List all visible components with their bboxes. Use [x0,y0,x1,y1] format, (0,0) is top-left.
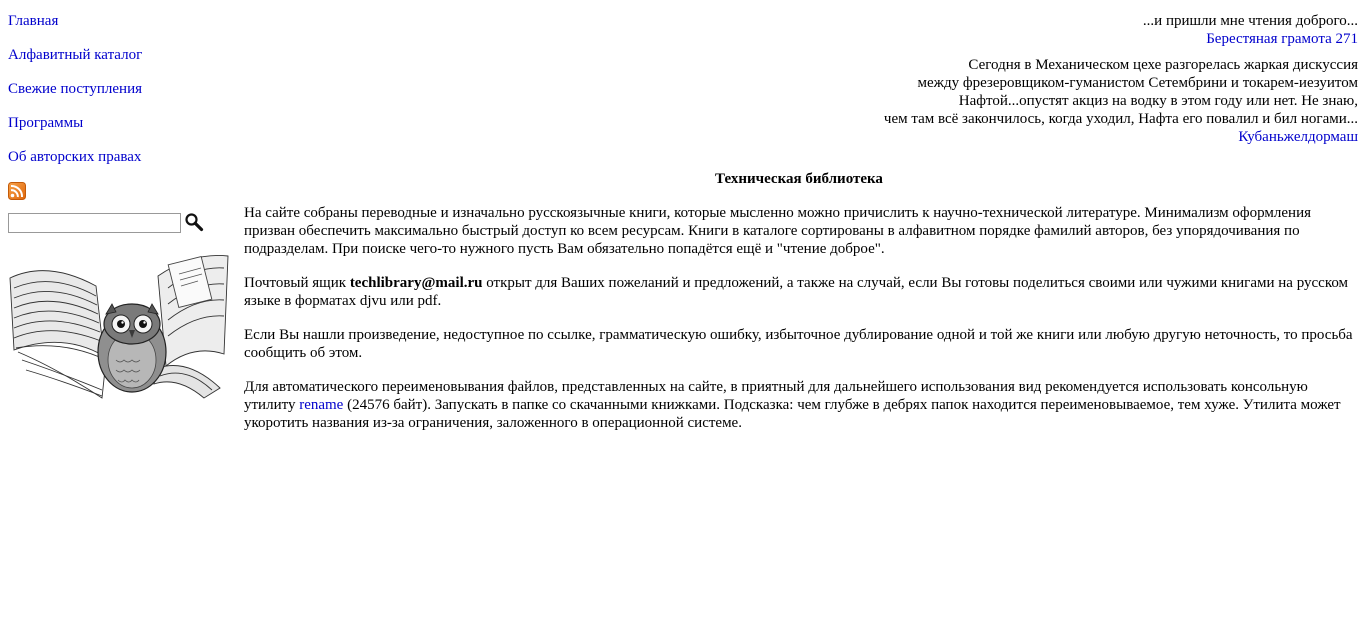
contact-text-before: Почтовый ящик [244,275,350,291]
contact-paragraph [244,274,1354,310]
contact-text-after: открыт для Ваших пожеланий и предложений, а также на случай, если Вы готовы поделиться своими или чужими книгами на русском языке в форматах djvu или pdf. [244,275,1349,309]
errors-paragraph: Если Вы нашли произведение, недоступное по ссылке, грамматическую ошибку, избыточное дублирование одной и той же книги или любую другую неточность, то просьба сообщить об этом. [244,327,1353,361]
nav-link-new-arrivals[interactable]: Свежие поступления [8,81,142,97]
magnifier-icon [184,212,204,232]
quotes-panel [884,12,1358,154]
quote-1 [884,12,1358,48]
nav-link-copyright[interactable]: Об авторских правах [8,149,142,165]
search-form [8,212,230,234]
intro-paragraph: На сайте собраны переводные и изначально русскоязычные книги, которые мысленно можно причислить к научно-технической литературе. Минимализм оформления призван обеспечить максимально быстрый доступ ко всем ресурсам. Книги в каталоге сортированы в алфавитном порядке фамилий авторов, без упорядочивания по подразделам. При поиске чего-то нужного пусть Вам обязательно попадётся ещё и "чтение доброе". [244,205,1311,257]
owl-book-illustration [8,248,230,424]
rename-text-after: (24576 байт). Запускать в папке со скачанными книжками. Подсказка: чем глубже в дебрях папок находится переименовываемое, тем хуже. Утилита может укоротить названия из-за ограничения, заложенного в операционной системе. [244,397,1341,431]
quote-2-source-link[interactable]: Кубаньжелдормаш [1238,129,1358,145]
rename-utility-link[interactable]: rename [299,397,344,413]
quote-2-line: Нафтой...опустят акциз на водку в этом году или нет. Не знаю, [958,93,1358,109]
rename-text-before: Для автоматического переименовывания файлов, представленных на сайте, в приятный для дальнейшего использования вид рекомендуется использовать консольную утилиту [244,379,1308,413]
rss-icon [8,182,26,200]
rss-feed-link[interactable] [8,182,26,200]
sidebar [8,12,230,424]
contact-email: techlibrary@mail.ru [349,275,483,291]
nav-link-programs[interactable]: Программы [8,115,84,131]
search-button[interactable] [183,212,205,234]
quote-1-source-link[interactable]: Берестяная грамота 271 [1206,31,1358,47]
nav-link-alphabetical-catalog[interactable]: Алфавитный каталог [8,47,143,63]
nav-link-home[interactable]: Главная [8,13,59,29]
page-title: Техническая библиотека [715,171,883,187]
search-input[interactable] [8,213,181,233]
quote-2-line: чем там всё закончилось, когда уходил, Нафта его повалил и бил ногами... [883,111,1358,127]
main-content [244,170,1354,448]
rename-paragraph [244,378,1354,432]
quote-2-line: между фрезеровщиком-гуманистом Сетембрини и токарем-иезуитом [917,75,1358,91]
quote-1-text: ...и пришли мне чтения доброго... [1142,13,1358,29]
quote-2-line: Сегодня в Механическом цехе разгорелась жаркая дискуссия [968,57,1358,73]
quote-2 [884,56,1358,146]
